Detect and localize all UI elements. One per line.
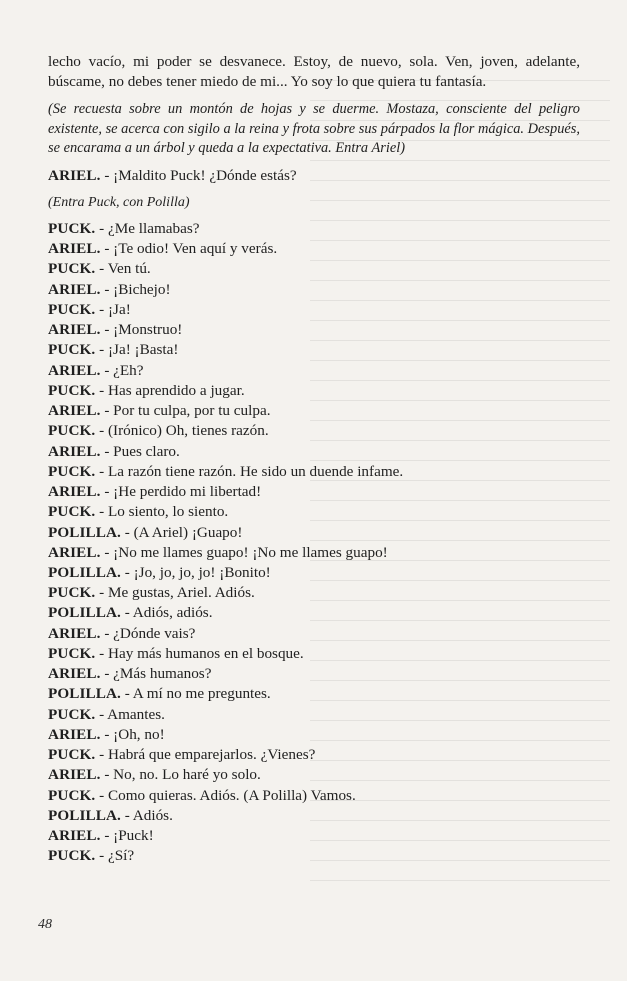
speaker-name: PUCK. — [48, 786, 96, 804]
dialogue-line — [48, 340, 588, 360]
speaker-name: PUCK. — [48, 341, 96, 359]
dialogue-line — [48, 361, 588, 381]
speaker-name: PUCK. — [48, 503, 96, 521]
dialogue-line — [48, 846, 588, 866]
dialogue-line — [48, 705, 588, 725]
dialogue-line — [48, 219, 588, 239]
speaker-name: ARIEL. — [48, 827, 101, 845]
line-text: - ¡Maldito Puck! ¿Dónde estás? — [100, 167, 297, 184]
line-text: - ¿Eh? — [100, 361, 144, 379]
line-text: - ¡Puck! — [100, 827, 154, 845]
page-number: 48 — [38, 917, 52, 932]
dialogue-line — [48, 745, 588, 765]
dialogue-line — [48, 644, 588, 664]
speaker-name: PUCK. — [48, 746, 96, 764]
dialogue-line — [48, 603, 588, 623]
line-text: - ¿Dónde vais? — [100, 624, 196, 642]
dialogue-line — [48, 826, 588, 846]
dialogue-line — [48, 523, 588, 543]
dialogue-line — [48, 442, 588, 462]
speaker-name: ARIEL. — [48, 543, 101, 561]
dialogue-line — [48, 239, 588, 259]
line-text: - Adiós, adiós. — [120, 604, 213, 622]
line-text: - (A Ariel) ¡Guapo! — [120, 523, 243, 541]
line-text: - ¡Jo, jo, jo, jo! ¡Bonito! — [120, 563, 271, 581]
speaker-name: ARIEL. — [48, 665, 101, 683]
line-text: - Adiós. — [120, 806, 173, 824]
speaker-name: PUCK. — [48, 847, 96, 865]
speaker-name: POLILLA. — [48, 685, 121, 703]
line-text: - ¡No me llames guapo! ¡No me llames guapo! — [100, 543, 388, 561]
speaker-name: PUCK. — [48, 381, 96, 399]
speaker-name: POLILLA. — [48, 806, 121, 824]
speaker-name: POLILLA. — [48, 604, 121, 622]
speaker-name: ARIEL. — [48, 280, 101, 298]
dialogue-line — [48, 259, 588, 279]
dialogue-line — [48, 401, 588, 421]
intro-paragraph: lecho vacío, mi poder se desvanece. Estoy, de nuevo, sola. Ven, joven, adelante, búscame, no debes tener miedo de mi... Yo soy lo que quiera tu fantasía. — [48, 53, 580, 90]
dialogue-line — [48, 684, 588, 704]
line-text: - ¡Te odio! Ven aquí y verás. — [100, 240, 278, 258]
line-text: - Amantes. — [95, 705, 165, 723]
stage-direction-entrance: (Entra Puck, con Polilla) — [48, 195, 190, 210]
dialogue-line — [48, 462, 588, 482]
line-text: - Por tu culpa, por tu culpa. — [100, 402, 271, 420]
dialogue-line — [48, 280, 588, 300]
speaker-name: ARIEL. — [48, 725, 101, 743]
ariel-opening-line — [48, 166, 580, 186]
speaker-name: ARIEL. — [48, 624, 101, 642]
dialogue-line — [48, 320, 588, 340]
dialogue-line — [48, 765, 588, 785]
speaker-name: PUCK. — [48, 584, 96, 602]
speaker-name: PUCK. — [48, 220, 96, 237]
line-text: - ¡Oh, no! — [100, 725, 165, 743]
speaker-name: PUCK. — [48, 462, 96, 480]
dialogue-line — [48, 583, 588, 603]
line-text: - ¡Ja! ¡Basta! — [95, 341, 179, 359]
speaker-name: POLILLA. — [48, 523, 121, 541]
line-text: - No, no. Lo haré yo solo. — [100, 766, 261, 784]
speaker-name: ARIEL. — [48, 321, 101, 339]
line-text: - Lo siento, lo siento. — [95, 503, 229, 521]
speaker-name: ARIEL. — [48, 402, 101, 420]
line-text: - ¡He perdido mi libertad! — [100, 483, 262, 501]
speaker-name: PUCK. — [48, 422, 96, 440]
line-text: - ¿Más humanos? — [100, 665, 212, 683]
speaker-name: POLILLA. — [48, 563, 121, 581]
speaker-name: PUCK. — [48, 705, 96, 723]
speaker-name: ARIEL. — [48, 167, 101, 184]
line-text: - Hay más humanos en el bosque. — [95, 644, 304, 662]
line-text: - Como quieras. Adiós. (A Polilla) Vamos. — [95, 786, 356, 804]
line-text: - Me gustas, Ariel. Adiós. — [95, 584, 255, 602]
dialogue-line — [48, 664, 588, 684]
line-text: - Ven tú. — [95, 260, 151, 278]
dialogue-line — [48, 624, 588, 644]
dialogue-list — [48, 219, 588, 867]
dialogue-line — [48, 482, 588, 502]
speaker-name: ARIEL. — [48, 361, 101, 379]
dialogue-line — [48, 421, 588, 441]
dialogue-line — [48, 563, 588, 583]
speaker-name: ARIEL. — [48, 766, 101, 784]
line-text: - ¡Monstruo! — [100, 321, 183, 339]
stage-direction: (Se recuesta sobre un montón de hojas y se duerme. Mostaza, consciente del peligro existente, se acerca con sigilo a la reina y frota sobre sus párpados la flor mágica. Después, se encarama a un árbol y queda a la expectativa. Entra Ariel) — [48, 101, 580, 156]
line-text: - ¡Ja! — [95, 300, 131, 318]
line-text: - A mí no me preguntes. — [120, 685, 271, 703]
speaker-name: ARIEL. — [48, 442, 101, 460]
dialogue-line — [48, 786, 588, 806]
line-text: - (Irónico) Oh, tienes razón. — [95, 422, 269, 440]
dialogue-line — [48, 300, 588, 320]
line-text: - Has aprendido a jugar. — [95, 381, 245, 399]
speaker-name: PUCK. — [48, 260, 96, 278]
line-text: - Habrá que emparejarlos. ¿Vienes? — [95, 746, 316, 764]
speaker-name: ARIEL. — [48, 240, 101, 258]
dialogue-line — [48, 806, 588, 826]
dialogue-line — [48, 381, 588, 401]
dialogue-line — [48, 502, 588, 522]
dialogue-line — [48, 543, 588, 563]
speaker-name: PUCK. — [48, 644, 96, 662]
line-text: - Pues claro. — [100, 442, 180, 460]
dialogue-line — [48, 725, 588, 745]
line-text: - La razón tiene razón. He sido un duende infame. — [95, 462, 404, 480]
speaker-name: PUCK. — [48, 300, 96, 318]
line-text: - ¿Sí? — [95, 847, 135, 865]
line-text: - ¿Me llamabas? — [95, 220, 200, 237]
speaker-name: ARIEL. — [48, 483, 101, 501]
line-text: - ¡Bichejo! — [100, 280, 171, 298]
